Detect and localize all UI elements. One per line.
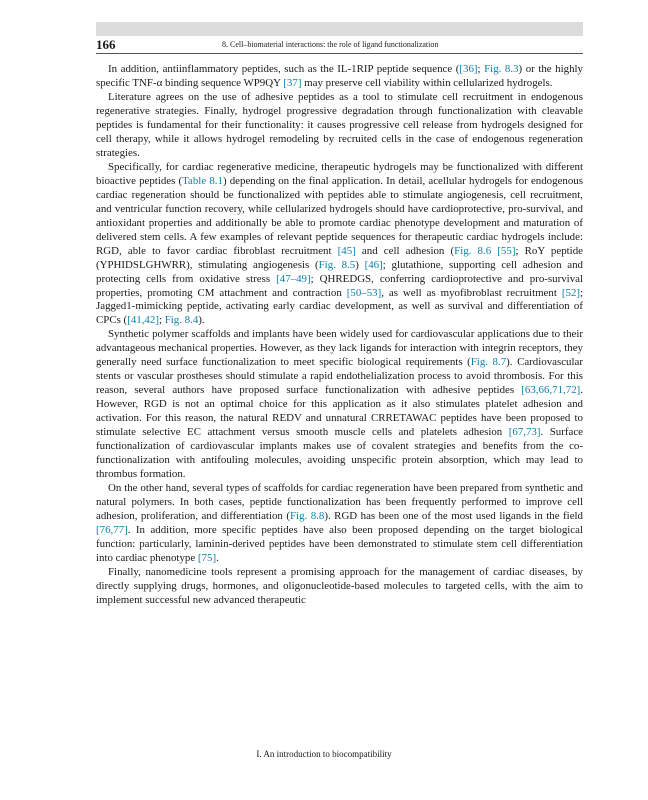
paragraph	[96, 482, 583, 566]
reference-link[interactable]: [46]	[364, 258, 383, 271]
reference-link[interactable]: Fig. 8.5	[318, 258, 356, 271]
paragraph-text: Synthetic polymer scaffolds and implants have been widely used for cardiovascular applications due to their advantageous mechanical properties. However, as they lack ligands for interaction with integrin receptors, they generally need surface functionalization to meet specific biological requirements (	[96, 328, 583, 369]
body-text	[96, 63, 583, 608]
reference-link[interactable]: [67,73]	[508, 426, 541, 439]
paragraph-text: In addition, antiinflammatory peptides, such as the IL-1RIP peptide sequence (	[108, 63, 460, 75]
paragraph-text: . However, RGD is not an optimal choice for this application as it also stimulates platelet adhesion and activation. For this reason, the natural REDV and unnatural CRRETAWAC peptides have been proposed to stimulate selective EC attachment versus smooth muscle cells and platelets adhesion	[96, 384, 583, 439]
reference-link[interactable]: [47–49]	[276, 272, 311, 285]
paragraph-text: ) depending on the final application. In detail, acellular hydrogels for endogenous cardiac regeneration should be functionalized with peptides able to stimulate angiogenesis, cell recruitment, and ventricular function recovery, while cellularized hydrogels should have cardioprotective, pro-survival, and antioxidant properties and additionally be able to promote cardiac phenotype development and maturation of delivered stem cells. A few examples of relevant peptide sequences for therapeutic cardiac hydrogels include: RGD, able to favor cardiac fibroblast recruitment	[96, 174, 583, 257]
paragraph-text: )	[355, 258, 365, 271]
paragraph	[96, 328, 583, 482]
paragraph-text: ) or the highly specific TNF-α binding sequence WP9QY	[96, 63, 583, 89]
reference-link[interactable]: [41,42]	[127, 314, 159, 327]
paragraph-text: , as well as myofibroblast recruitment	[381, 286, 562, 299]
paragraph	[96, 63, 583, 91]
paragraph-text: ; RoY peptide (YPHIDSLGHWRR), stimulating angiogenesis (	[96, 244, 583, 271]
reference-link[interactable]: Fig. 8.6	[454, 244, 492, 257]
paragraph-text: and cell adhesion (	[355, 244, 455, 257]
paragraph-text: ; glutathione, supporting cell adhesion and protecting cells from oxidative stress	[96, 258, 583, 285]
running-head: 8. Cell–biomaterial interactions: the role of ligand functionalization	[222, 40, 439, 49]
reference-link[interactable]: Fig. 8.8	[289, 510, 325, 522]
paragraph-text: . Surface functionalization of cardiovascular implants makes use of covalent strategies and benefits from the co-functionalization with antifouling molecules, avoiding unspecific protein absorption, which may lead to thrombus formation.	[96, 426, 584, 481]
reference-link[interactable]: [45]	[337, 244, 356, 257]
paragraph-text: ; QHREDGS, conferring cardioprotective and pro-survival properties, promoting CM attachment and contraction	[96, 272, 583, 299]
paragraph	[96, 566, 583, 608]
paragraph	[96, 91, 583, 161]
reference-link[interactable]: [55]	[497, 244, 516, 257]
page-footer: I. An introduction to biocompatibility	[256, 749, 392, 759]
reference-link[interactable]: [76,77]	[96, 523, 128, 536]
reference-link[interactable]: Fig. 8.3	[484, 63, 519, 75]
paragraph-text: On the other hand, several types of scaffolds for cardiac regeneration have been prepared from synthetic and natural polymers. In both cases, peptide functionalization has been frequently performed to improve cell adhesion, proliferation, and differentiation (	[96, 482, 583, 522]
paragraph-text: Literature agrees on the use of adhesive peptides as a tool to stimulate cell recruitment in endogenous regenerative strategies. Finally, hydrogel progressive degradation through functionalization with cleavable peptides is fundamental for their functionality: it causes progressive cell release from hydrogels designed for cell therapy, while it allows hydrogel remodeling by recruited cells in the case of endogenous regeneration strategies.	[96, 90, 583, 159]
reference-link[interactable]: Table 8.1	[182, 174, 223, 187]
reference-link[interactable]: Fig. 8.7	[470, 356, 507, 369]
paragraph-text: may preserve cell viability within cellularized hydrogels.	[301, 76, 553, 89]
paragraph-text: ;	[477, 63, 485, 75]
reference-link[interactable]: [36]	[459, 63, 478, 75]
paragraph-text: Specifically, for cardiac regenerative medicine, therapeutic hydrogels may be functionalized with different bioactive peptides (	[96, 160, 583, 187]
reference-link[interactable]: [37]	[283, 76, 302, 89]
reference-link[interactable]: Fig. 8.4	[164, 314, 199, 327]
paragraph-text: ).	[198, 314, 205, 327]
reference-link[interactable]: [63,66,71,72]	[521, 384, 581, 397]
header-bar	[96, 22, 583, 36]
paragraph-text: ). RGD has been one of the most used ligands in the field	[324, 510, 584, 522]
page-number: 166	[96, 37, 116, 52]
paragraph-text: .	[216, 551, 219, 564]
reference-link[interactable]: [52]	[561, 286, 580, 299]
paragraph-text: ). Cardiovascular stents or vascular prostheses should stimulate a rapid endothelialization process to avoid thrombosis. For this reason, several authors have proposed surface functionalization with adhesive peptides	[96, 356, 583, 397]
reference-link[interactable]: [75]	[197, 551, 217, 564]
reference-link[interactable]: [50–53]	[346, 286, 382, 299]
paragraph	[96, 161, 583, 329]
paragraph-text: ; Jagged1-mimicking peptide, activating early cardiac development, as well as survival and differentiation of CPCs (	[96, 286, 583, 327]
paragraph-text: . In addition, more specific peptides have also been proposed depending on the target biological function: particularly, laminin-derived peptides have been demonstrated to stimulate stem cell differentiation into cardiac phenotype	[96, 523, 583, 564]
paragraph-text: ;	[158, 314, 165, 327]
page-header	[96, 37, 583, 54]
paragraph-text: Finally, nanomedicine tools represent a promising approach for the management of cardiac diseases, by directly supplying drugs, hormones, and oligonucleotide-based molecules to targeted cells, with the aim to implement successful new advanced therapeutic	[96, 565, 583, 606]
